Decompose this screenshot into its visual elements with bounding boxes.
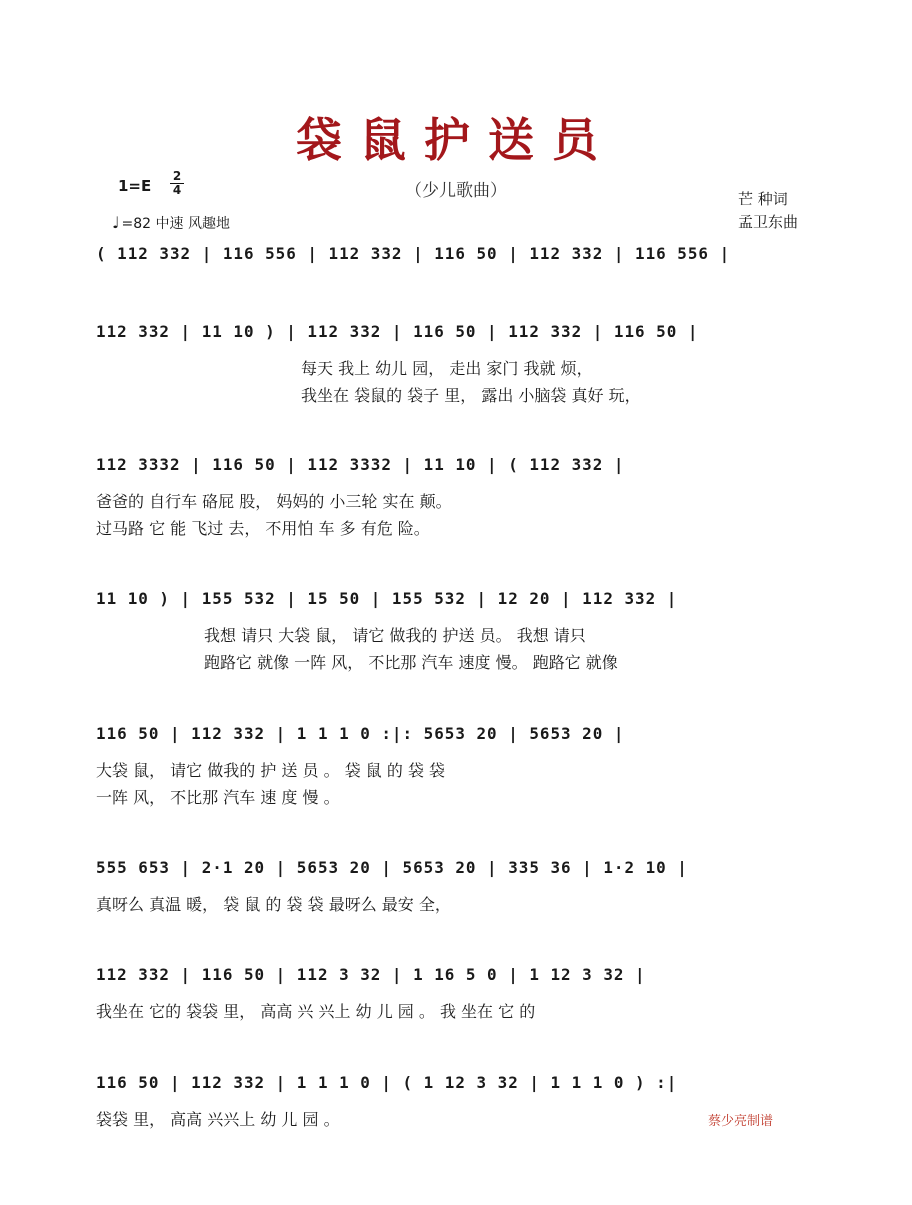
lyric-line: 真呀么 真温 暖， 袋 鼠 的 袋 袋 最呀么 最安 全， <box>96 895 451 914</box>
lyricist-credit: 芒 种词 <box>738 190 788 208</box>
song-title: 袋鼠护送员 <box>296 113 616 167</box>
time-signature-bottom: 4 <box>172 183 182 197</box>
score-system <box>96 965 816 1021</box>
score-system <box>96 322 816 405</box>
notation-line: 112 332 | 11 10 ) | 112 332 | 116 50 | 112 332 | 116 50 | <box>96 322 699 341</box>
score-system <box>96 455 816 538</box>
quarter-note-icon: ♩ <box>112 213 120 232</box>
score-system <box>96 858 816 914</box>
time-signature-top: 2 <box>172 169 182 183</box>
time-signature <box>170 170 184 197</box>
notation-line: 112 3332 | 116 50 | 112 3332 | 11 10 | ( 112 332 | <box>96 455 625 474</box>
score-system <box>96 724 816 807</box>
lyric-line: 袋袋 里， 高高 兴兴上 幼 儿 园 。 <box>96 1110 340 1129</box>
lyric-line: 跑路它 就像 一阵 风， 不比那 汽车 速度 慢。 跑路它 就像 <box>204 653 618 672</box>
beam-line <box>96 477 808 478</box>
lyric-line: 大袋 鼠， 请它 做我的 护 送 员 。 袋 鼠 的 袋 袋 <box>96 761 446 780</box>
score-system <box>96 589 816 672</box>
score-system <box>96 244 816 274</box>
beam-line <box>96 266 808 267</box>
beam-line <box>96 880 808 881</box>
lyric-line: 我坐在 它的 袋袋 里， 高高 兴 兴上 幼 儿 园 。 我 坐在 它 的 <box>96 1002 536 1021</box>
notation-line: 112 332 | 116 50 | 112 3 32 | 1 16 5 0 | 1 12 3 32 | <box>96 965 646 984</box>
key-signature: 1=E <box>118 177 152 195</box>
notation-line: 555 653 | 2·1 20 | 5653 20 | 5653 20 | 335 36 | 1·2 10 | <box>96 858 688 877</box>
lyric-line: 过马路 它 能 飞过 去， 不用怕 车 多 有危 险。 <box>96 519 430 538</box>
beam-line <box>96 987 808 988</box>
lyric-line: 我想 请只 大袋 鼠， 请它 做我的 护送 员。 我想 请只 <box>204 626 586 645</box>
lyric-line: 一阵 风， 不比那 汽车 速 度 慢 。 <box>96 788 340 807</box>
song-subtitle: （少儿歌曲） <box>405 181 507 201</box>
lyric-line: 每天 我上 幼儿 园， 走出 家门 我就 烦， <box>301 359 593 378</box>
beam-line <box>96 1095 808 1096</box>
beam-line <box>96 746 808 747</box>
notation-line: 11 10 ) | 155 532 | 15 50 | 155 532 | 12 20 | 112 332 | <box>96 589 678 608</box>
beam-line <box>96 611 808 612</box>
composer-credit: 孟卫东曲 <box>738 213 799 231</box>
notation-line: 116 50 | 112 332 | 1 1 1 0 | ( 1 12 3 32 | 1 1 1 0 ) :| <box>96 1073 678 1092</box>
lyric-line: 我坐在 袋鼠的 袋子 里， 露出 小脑袋 真好 玩， <box>301 386 641 405</box>
tempo-marking <box>112 213 230 233</box>
notation-line: ( 112 332 | 116 556 | 112 332 | 116 50 | 112 332 | 116 556 | <box>96 244 731 263</box>
notation-line: 116 50 | 112 332 | 1 1 1 0 :|: 5653 20 | 5653 20 | <box>96 724 625 743</box>
beam-line <box>96 344 808 345</box>
tempo-text: =82 中速 风趣地 <box>121 216 230 232</box>
lyric-line: 爸爸的 自行车 硌屁 股， 妈妈的 小三轮 实在 颠。 <box>96 492 452 511</box>
transcriber-signature: 蔡少亮制谱 <box>708 1114 774 1129</box>
